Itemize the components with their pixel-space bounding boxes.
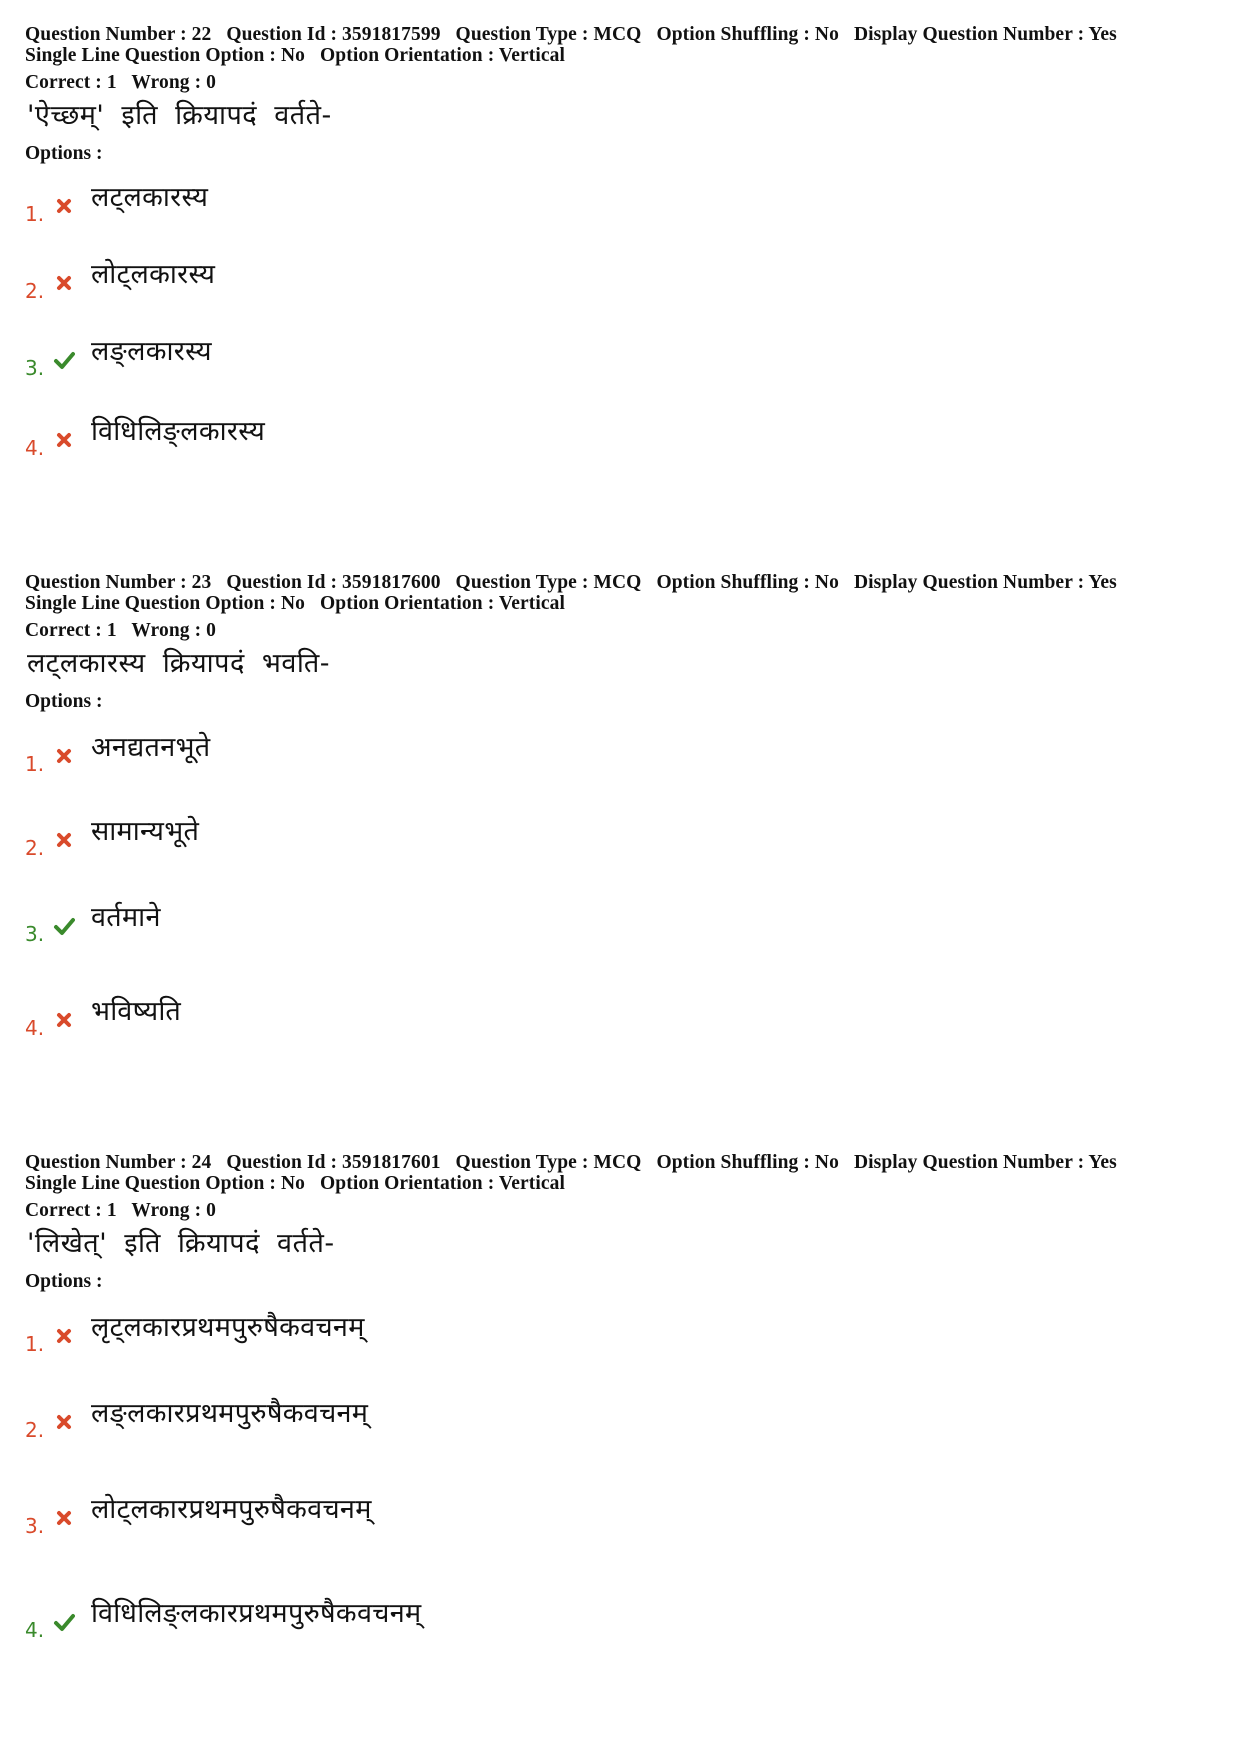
option-2 xyxy=(25,816,925,863)
question-23 xyxy=(25,572,1225,1040)
question-number: Question Number : 23 xyxy=(25,572,212,593)
option-3 xyxy=(25,1494,925,1541)
option-text: लट्लकारस्य xyxy=(91,182,209,213)
option-shuffling: Option Shuffling : No xyxy=(656,1152,839,1173)
wrong-score: Wrong : 0 xyxy=(131,620,217,641)
option-1 xyxy=(25,182,925,229)
question-stem: लट्लकारस्य क्रियापदं भवति- xyxy=(27,648,330,679)
options-label: Options : xyxy=(25,143,103,164)
option-orientation: Option Orientation : Vertical xyxy=(320,593,566,614)
check-icon xyxy=(53,349,75,371)
option-1 xyxy=(25,1312,925,1359)
option-text: सामान्यभूते xyxy=(91,816,200,847)
correct-score: Correct : 1 xyxy=(25,1200,117,1221)
question-type: Question Type : MCQ xyxy=(455,1152,642,1173)
question-type: Question Type : MCQ xyxy=(455,572,642,593)
check-icon xyxy=(53,915,75,937)
correct-score: Correct : 1 xyxy=(25,72,117,93)
single-line-option: Single Line Question Option : No xyxy=(25,45,306,66)
option-number: 3. xyxy=(25,356,45,380)
question-number: Question Number : 24 xyxy=(25,1152,212,1173)
cross-icon xyxy=(53,745,75,767)
question-id: Question Id : 3591817599 xyxy=(226,24,441,45)
cross-icon xyxy=(53,1009,75,1031)
option-number: 3. xyxy=(25,1514,45,1538)
cross-icon xyxy=(53,1507,75,1529)
option-number: 2. xyxy=(25,1418,45,1442)
option-orientation: Option Orientation : Vertical xyxy=(320,45,566,66)
option-text: वर्तमाने xyxy=(91,902,161,933)
question-meta xyxy=(25,572,1225,641)
question-24 xyxy=(25,1152,1225,1642)
option-number: 4. xyxy=(25,1016,45,1040)
option-text: विधिलिङ्लकारप्रथमपुरुषैकवचनम् xyxy=(91,1598,422,1629)
single-line-option: Single Line Question Option : No xyxy=(25,593,306,614)
display-question-number: Display Question Number : Yes xyxy=(853,1152,1117,1173)
question-meta xyxy=(25,1152,1225,1221)
cross-icon xyxy=(53,1325,75,1347)
question-stem: 'लिखेत्' इति क्रियापदं वर्तते- xyxy=(27,1228,335,1259)
cross-icon xyxy=(53,829,75,851)
option-3 xyxy=(25,336,925,383)
option-text: लोट्लकारप्रथमपुरुषैकवचनम् xyxy=(91,1494,372,1525)
cross-icon xyxy=(53,429,75,451)
question-number: Question Number : 22 xyxy=(25,24,212,45)
option-4 xyxy=(25,996,925,1043)
option-shuffling: Option Shuffling : No xyxy=(656,572,839,593)
check-icon xyxy=(53,1611,75,1633)
display-question-number: Display Question Number : Yes xyxy=(853,572,1117,593)
option-text: अनद्यतनभूते xyxy=(91,732,211,763)
option-text: लोट्लकारस्य xyxy=(91,259,216,290)
option-text: विधिलिङ्लकारस्य xyxy=(91,416,266,447)
option-orientation: Option Orientation : Vertical xyxy=(320,1173,566,1194)
option-number: 3. xyxy=(25,922,45,946)
correct-score: Correct : 1 xyxy=(25,620,117,641)
single-line-option: Single Line Question Option : No xyxy=(25,1173,306,1194)
option-text: लृट्लकारप्रथमपुरुषैकवचनम् xyxy=(91,1312,365,1343)
question-type: Question Type : MCQ xyxy=(455,24,642,45)
cross-icon xyxy=(53,1411,75,1433)
option-4 xyxy=(25,1598,925,1645)
option-3 xyxy=(25,902,925,949)
option-number: 2. xyxy=(25,279,45,303)
option-number: 4. xyxy=(25,436,45,460)
cross-icon xyxy=(53,195,75,217)
option-text: लङ्लकारप्रथमपुरुषैकवचनम् xyxy=(91,1398,369,1429)
option-text: भविष्यति xyxy=(91,996,182,1027)
wrong-score: Wrong : 0 xyxy=(131,1200,217,1221)
question-id: Question Id : 3591817600 xyxy=(226,572,441,593)
cross-icon xyxy=(53,272,75,294)
question-id: Question Id : 3591817601 xyxy=(226,1152,441,1173)
question-stem: 'ऐच्छम्' इति क्रियापदं वर्तते- xyxy=(27,100,332,131)
options-label: Options : xyxy=(25,1271,103,1292)
option-number: 1. xyxy=(25,202,45,226)
option-number: 1. xyxy=(25,752,45,776)
wrong-score: Wrong : 0 xyxy=(131,72,217,93)
option-2 xyxy=(25,259,925,306)
option-number: 2. xyxy=(25,836,45,860)
option-4 xyxy=(25,416,925,463)
option-number: 4. xyxy=(25,1618,45,1642)
option-shuffling: Option Shuffling : No xyxy=(656,24,839,45)
options-label: Options : xyxy=(25,691,103,712)
option-2 xyxy=(25,1398,925,1445)
option-number: 1. xyxy=(25,1332,45,1356)
question-22 xyxy=(25,24,1225,460)
display-question-number: Display Question Number : Yes xyxy=(853,24,1117,45)
question-meta xyxy=(25,24,1225,93)
option-text: लङ्लकारस्य xyxy=(91,336,212,367)
option-1 xyxy=(25,732,925,779)
